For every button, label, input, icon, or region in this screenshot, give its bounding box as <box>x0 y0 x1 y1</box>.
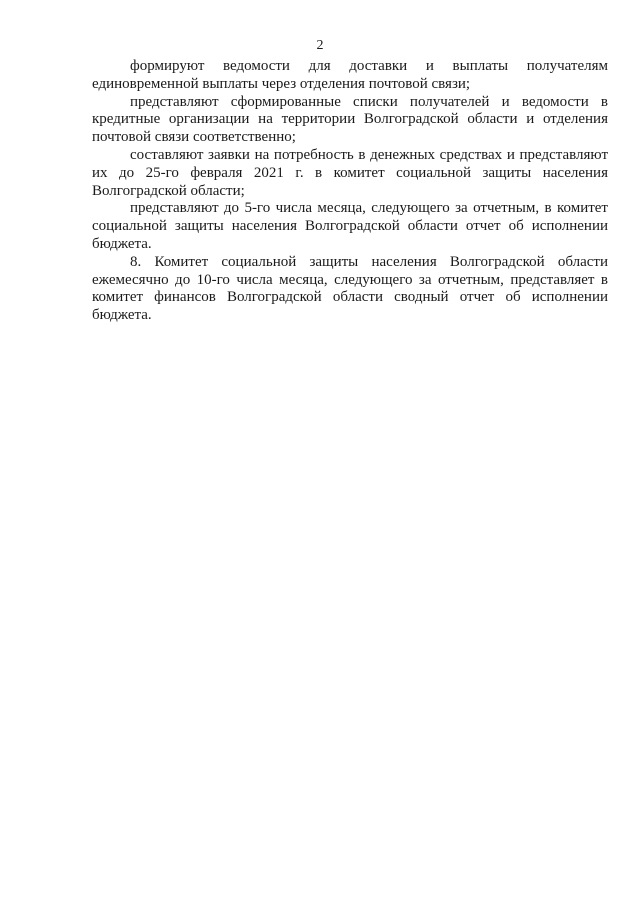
document-body <box>92 58 608 325</box>
paragraph-form-statements: формируют ведомости для доставки и выплаты получателям единовременной выплаты через отделения почтовой связи; <box>92 58 608 92</box>
paragraph-item-8: 8. Комитет социальной защиты населения Волгоградской области ежемесячно до 10-го числа месяца, следующего за отчетным, представляет в комитет финансов Волгоградской области сводный отчет об исполнении бюджета. <box>92 253 608 324</box>
paragraph-monthly-report: представляют до 5-го числа месяца, следующего за отчетным, в комитет социальной защиты населения Волгоградской области отчет об исполнении бюджета. <box>92 200 608 252</box>
page-number: 2 <box>316 38 324 53</box>
paragraph-submit-lists: представляют сформированные списки получателей и ведомости в кредитные организации на территории Волгоградской области и отделения почтовой связи соответственно; <box>92 93 608 146</box>
paragraph-funding-requests: составляют заявки на потребность в денежных средствах и представляют их до 25-го февраля 2021 г. в комитет социальной защиты населения Волгоградской области; <box>92 146 608 199</box>
